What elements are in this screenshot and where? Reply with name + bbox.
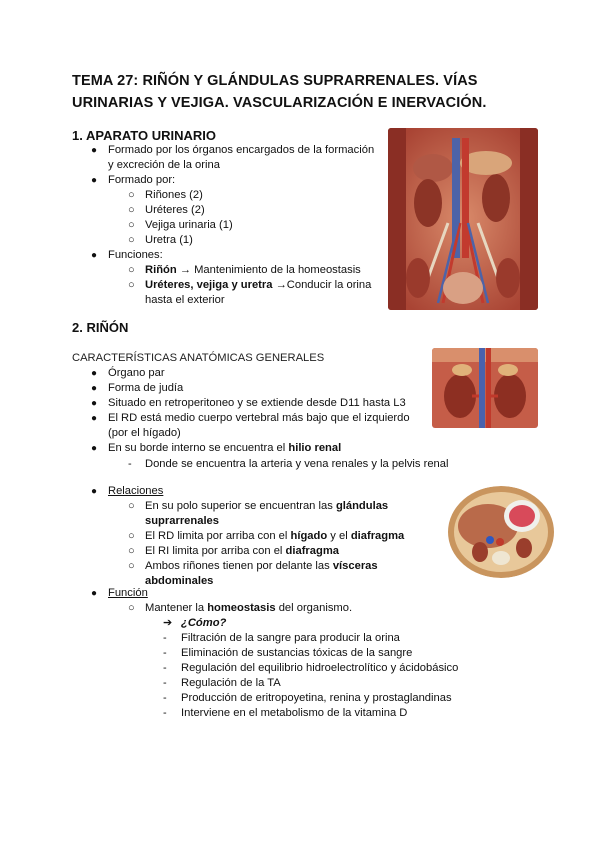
sub-list-item-cont: abdominales [145, 575, 214, 587]
text-run: →Conducir la orina [272, 279, 372, 291]
bullet: ● [91, 588, 98, 599]
dash-bullet: - [163, 662, 167, 674]
bullet: ● [91, 398, 98, 409]
sub-list-item: Uretra (1) [145, 234, 193, 246]
bold-term: hilio renal [288, 442, 342, 454]
dash-bullet: - [128, 458, 132, 470]
sub-list-item [145, 278, 371, 293]
bullet: ● [91, 250, 98, 261]
bold-term: hígado [290, 530, 328, 542]
section-heading-aparato-urinario: 1. APARATO URINARIO [72, 128, 216, 143]
sub-bullet: ○ [128, 204, 135, 216]
text-run: En su borde interno se encuentra el [108, 442, 289, 454]
sub-bullet: ○ [128, 279, 135, 291]
list-item-cont: (por el hígado) [108, 427, 181, 439]
funcion-label: Función [108, 587, 148, 599]
sub-list-item: Uréteres (2) [145, 204, 205, 216]
bold-term: diafragma [350, 530, 405, 542]
sub-list-item [145, 601, 352, 616]
sub-bullet: ○ [128, 602, 135, 614]
dash-item: Regulación del equilibrio hidroelectrolítico y ácidobásico [181, 662, 459, 674]
dash-item: Eliminación de sustancias tóxicas de la sangre [181, 647, 413, 659]
sub-list-item: Riñones (2) [145, 189, 203, 201]
urinary-system-anatomy-image [388, 128, 538, 310]
sub-bullet: ○ [128, 234, 135, 246]
abdominal-cross-section-image [448, 486, 554, 578]
dash-bullet: - [163, 677, 167, 689]
text-run: del organismo. [275, 602, 353, 614]
bullet: ● [91, 145, 98, 156]
dash-item: Filtración de la sangre para producir la orina [181, 632, 400, 644]
sub-list-item-cont: hasta el exterior [145, 294, 225, 306]
dash-item: Donde se encuentra la arteria y vena renales y la pelvis renal [145, 458, 449, 470]
bold-term: glándulas [335, 500, 389, 512]
list-item: Órgano par [108, 367, 165, 379]
bullet: ● [91, 383, 98, 394]
bold-term: diafragma [285, 545, 339, 557]
como-label: ¿Cómo? [181, 617, 227, 629]
sub-list-item [145, 559, 378, 574]
sub-bullet: ○ [128, 219, 135, 231]
text-run: El RD limita por arriba con el [145, 530, 291, 542]
dash-item: Interviene en el metabolismo de la vitamina D [181, 707, 408, 719]
bullet: ● [91, 486, 98, 497]
relaciones-label: Relaciones [108, 485, 164, 497]
sub-list-item [145, 499, 388, 514]
kidneys-anatomy-image [432, 348, 538, 428]
text-run: El RI limita por arriba con el [145, 545, 286, 557]
sub-bullet: ○ [128, 560, 135, 572]
bold-term: Uréteres, vejiga y uretra [145, 279, 273, 291]
sub-bullet: ○ [128, 264, 135, 276]
sub-bullet: ○ [128, 500, 135, 512]
bold-term: vísceras [332, 560, 378, 572]
list-item: Funciones: [108, 249, 163, 261]
section-heading-rinon: 2. RIÑÓN [72, 320, 129, 335]
sub-list-item [145, 263, 361, 278]
list-item [108, 441, 341, 456]
list-item: Situado en retroperitoneo y se extiende desde D11 hasta L3 [108, 397, 406, 409]
bold-term: Riñón [145, 264, 177, 276]
sub-bullet: ○ [128, 530, 135, 542]
arrow-icon: ➔ [163, 617, 173, 629]
sub-list-item [145, 544, 339, 559]
text-run: En su polo superior se encuentran las [145, 500, 336, 512]
list-item: El RD está medio cuerpo vertebral más bajo que el izquierdo [108, 412, 410, 424]
list-item: Formado por: [108, 174, 176, 186]
dash-item: Regulación de la TA [181, 677, 281, 689]
text-run: Ambos riñones tienen por delante las [145, 560, 333, 572]
list-item-cont: y excreción de la orina [108, 159, 220, 171]
dash-item: Producción de eritropoyetina, renina y prostaglandinas [181, 692, 452, 704]
sub-bullet: ○ [128, 545, 135, 557]
sub-list-item-cont: suprarrenales [145, 515, 220, 527]
bullet: ● [91, 368, 98, 379]
sub-list-item [145, 529, 404, 544]
dash-bullet: - [163, 692, 167, 704]
page-title: TEMA 27: RIÑÓN Y GLÁNDULAS SUPRARRENALES. VÍAS URINARIAS Y VEJIGA. VASCULARIZACIÓN E INERVACIÓN. [72, 73, 487, 111]
list-item: Formado por los órganos encargados de la formación [108, 144, 375, 156]
dash-bullet: - [163, 632, 167, 644]
dash-bullet: - [163, 707, 167, 719]
list-item: Forma de judía [108, 382, 184, 394]
text-run: → Mantenimiento de la homeostasis [176, 264, 361, 276]
sub-list-item: Vejiga urinaria (1) [145, 219, 233, 231]
bullet: ● [91, 413, 98, 424]
bullet: ● [91, 175, 98, 186]
sub-bullet: ○ [128, 189, 135, 201]
dash-bullet: - [163, 647, 167, 659]
subheading-caracteristicas: CARACTERÍSTICAS ANATÓMICAS GENERALES [72, 352, 325, 364]
bullet: ● [91, 443, 98, 454]
text-run: y el [327, 530, 351, 542]
text-run: Mantener la [145, 602, 208, 614]
bold-term: homeostasis [207, 602, 276, 614]
